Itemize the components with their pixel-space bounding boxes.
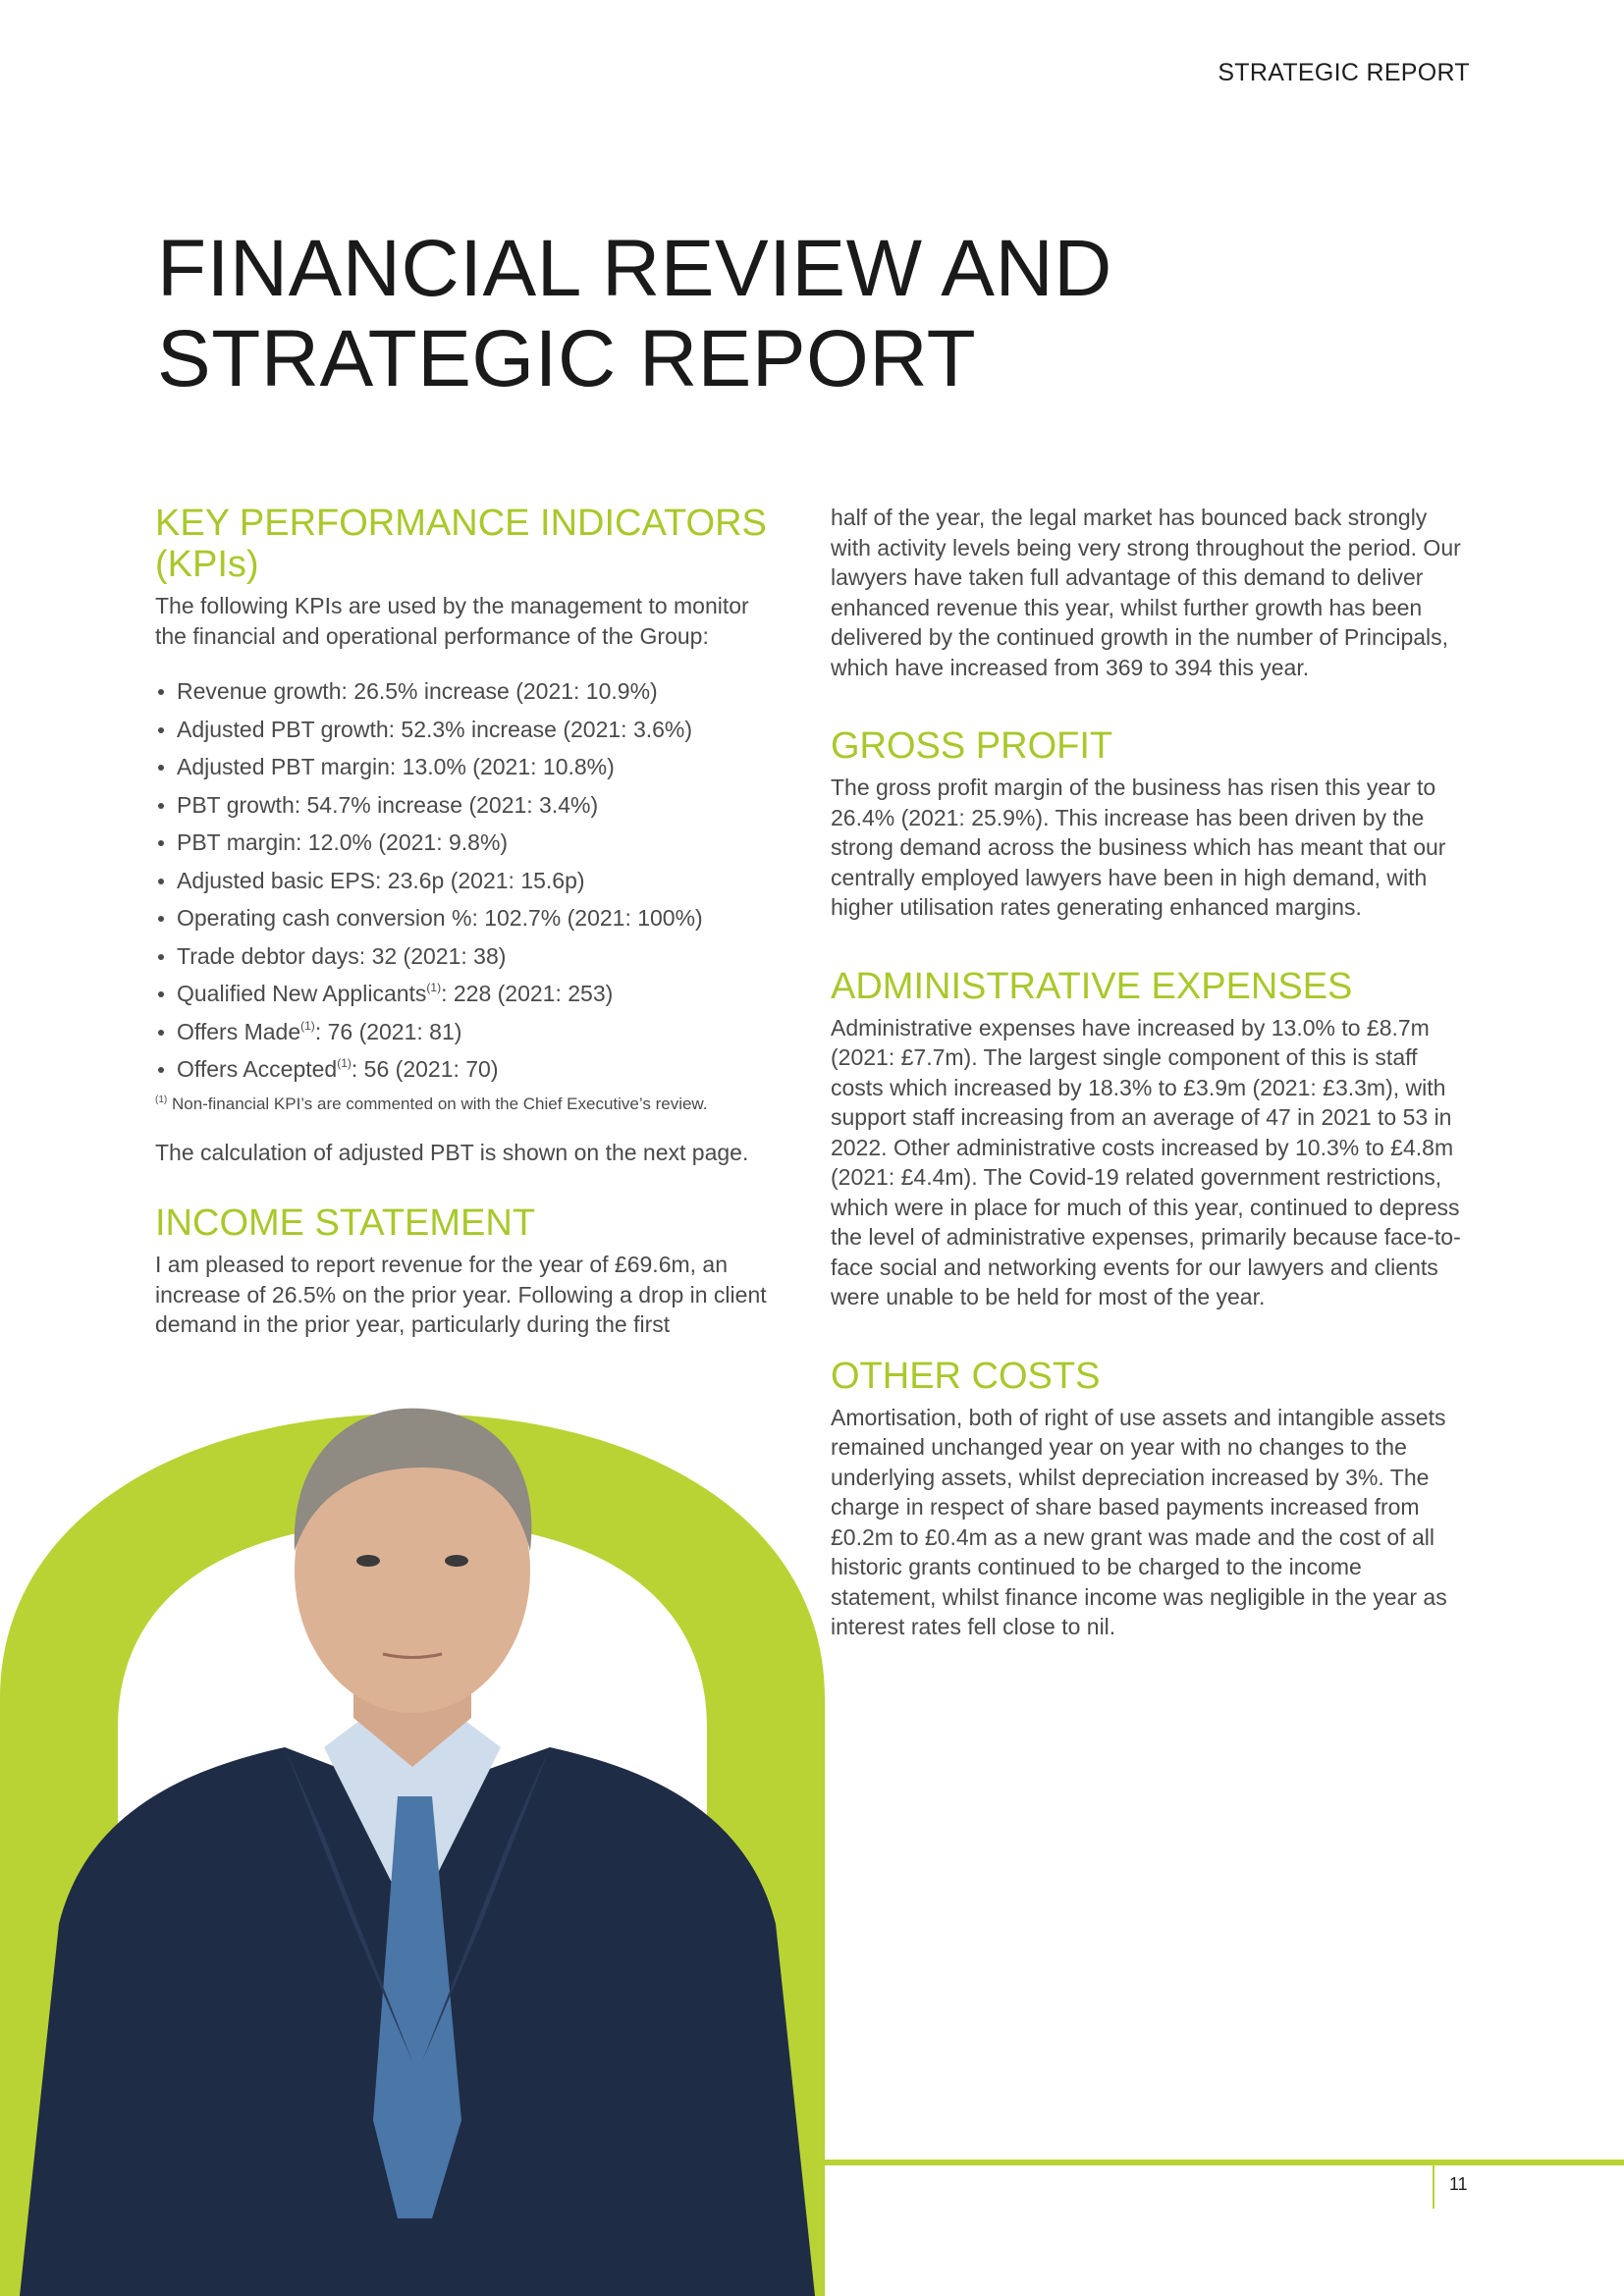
- right-column: [831, 503, 1473, 1642]
- gross-profit-heading: GROSS PROFIT: [831, 725, 1113, 767]
- admin-expenses-body: Administrative expenses have increased by 13.0% to £8.7m (2021: £7.7m). The largest single component of this is staff costs which increased by 18.3% to £3.9m (2021: £3.3m), with support staff increasing from an average of 47 in 2021 to 53 in 2022. Other administrative costs increased by 10.3% to £4.8m (2021: £4.4m). The Covid-19 related government restrictions, which were in place for much of this year, continued to depress the level of administrative expenses, primarily because face-to-face social and networking events for our lawyers and clients were unable to be held for most of the year.: [831, 1014, 1461, 1309]
- executive-portrait: [0, 1374, 825, 2296]
- kpi-footnote-ref: (1): [337, 1056, 352, 1070]
- income-statement-heading: INCOME STATEMENT: [155, 1202, 536, 1244]
- income-statement-body-cont: half of the year, the legal market has bounced back strongly with activity levels being very strong throughout the period. Our lawyers have taken full advantage of this demand to deliver enhanced revenue this year, whilst further growth has been delivered by the continued growth in the number of Principals, which have increased from 369 to 394 this year.: [831, 505, 1461, 680]
- kpi-item: [155, 975, 784, 1013]
- kpi-item-text: Offers Accepted: [177, 1056, 338, 1082]
- footnote-marker: (1): [155, 1094, 168, 1105]
- kpi-footnote-ref: (1): [300, 1018, 315, 1033]
- page-title-line2: STRATEGIC REPORT: [157, 314, 977, 403]
- adjusted-pbt-note: The calculation of adjusted PBT is shown on the next page.: [155, 1139, 749, 1165]
- kpi-intro: The following KPIs are used by the management to monitor the financial and operational performance of the Group:: [155, 593, 749, 649]
- kpi-item-value: : 228 (2021: 253): [441, 981, 614, 1006]
- kpi-item: PBT margin: 12.0% (2021: 9.8%): [155, 824, 784, 862]
- left-column: [155, 503, 784, 1340]
- kpi-item: PBT growth: 54.7% increase (2021: 3.4%): [155, 786, 784, 825]
- kpi-heading-line2: (KPIs): [155, 544, 259, 585]
- kpi-item: Operating cash conversion %: 102.7% (2021: 100%): [155, 899, 784, 937]
- page-number-separator: [1433, 2160, 1435, 2209]
- footer-rule: [823, 2160, 1624, 2165]
- kpi-item: Revenue growth: 26.5% increase (2021: 10.9%): [155, 672, 784, 711]
- gross-profit-body: The gross profit margin of the business has risen this year to 26.4% (2021: 25.9%). This increase has been driven by the strong demand across the business which has meant that our centrally employed lawyers have been in high demand, with higher utilisation rates generating enhanced margins.: [831, 774, 1446, 920]
- kpi-heading-line1: KEY PERFORMANCE INDICATORS: [155, 503, 767, 544]
- kpi-item: [155, 1013, 784, 1051]
- footnote-text: Non-financial KPI’s are commented on with the Chief Executive’s review.: [167, 1094, 708, 1113]
- kpi-item: Adjusted basic EPS: 23.6p (2021: 15.6p): [155, 862, 784, 900]
- kpi-item: Adjusted PBT growth: 52.3% increase (2021: 3.6%): [155, 711, 784, 749]
- footer-rule-left: [0, 2160, 29, 2165]
- kpi-heading: [155, 503, 784, 585]
- admin-expenses-heading: ADMINISTRATIVE EXPENSES: [831, 965, 1353, 1007]
- kpi-item-text: Offers Made: [177, 1018, 301, 1044]
- kpi-list: [155, 672, 784, 1089]
- kpi-item: [155, 1050, 784, 1089]
- kpi-footnote-ref: (1): [426, 981, 442, 994]
- kpi-item: Adjusted PBT margin: 13.0% (2021: 10.8%): [155, 748, 784, 786]
- kpi-footnote: [155, 1093, 784, 1116]
- other-costs-heading: OTHER COSTS: [831, 1355, 1101, 1397]
- page-number: 11: [1449, 2174, 1468, 2194]
- header-section-label: STRATEGIC REPORT: [1218, 59, 1470, 86]
- page-title: [157, 224, 1112, 404]
- kpi-item: Trade debtor days: 32 (2021: 38): [155, 937, 784, 976]
- other-costs-body: Amortisation, both of right of use assets and intangible assets remained unchanged year on year with no changes to the underlying assets, whilst depreciation increased by 3%. The charge in respect of share based payments increased from £0.2m to £0.4m as a new grant was made and the cost of all historic grants continued to be charged to the income statement, whilst finance income was negligible in the year as interest rates fell close to nil.: [831, 1404, 1447, 1639]
- income-statement-body-start: I am pleased to report revenue for the year of £69.6m, an increase of 26.5% on the prior year. Following a drop in client demand in the prior year, particularly during the first: [155, 1252, 767, 1337]
- kpi-item-text: Qualified New Applicants: [177, 981, 427, 1006]
- kpi-item-value: : 56 (2021: 70): [351, 1056, 499, 1082]
- kpi-item-value: : 76 (2021: 81): [314, 1018, 462, 1044]
- page-title-line1: FINANCIAL REVIEW AND: [157, 224, 1112, 313]
